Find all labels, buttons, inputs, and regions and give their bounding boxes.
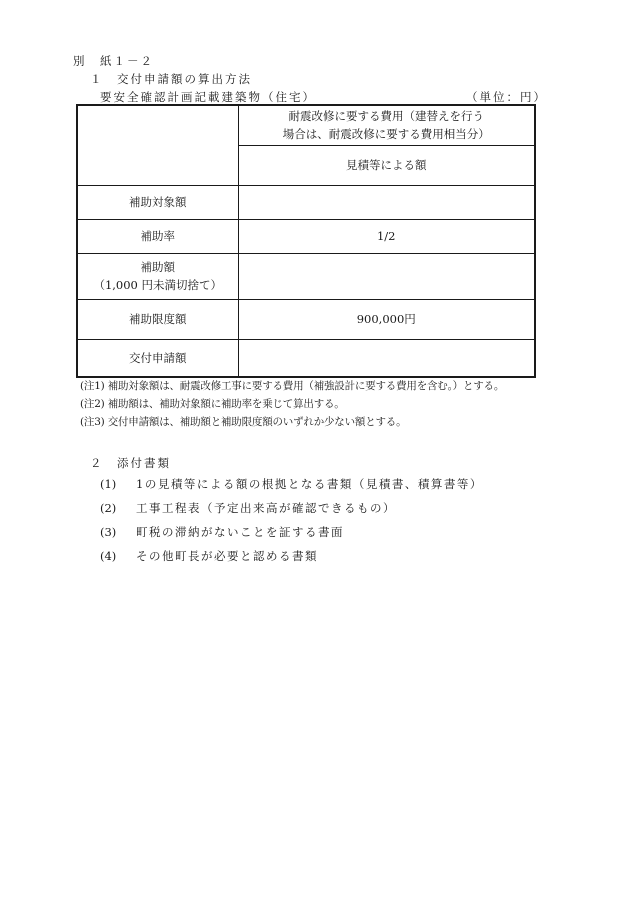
table-corner-cell bbox=[77, 105, 238, 185]
row-value-subsidy-limit: 900,000円 bbox=[238, 299, 535, 339]
attachment-item-number: (4) bbox=[100, 549, 117, 563]
note-1: (注1) 補助対象額は、耐震改修工事に要する費用（補強設計に要する費用を含む。）とする。 bbox=[80, 380, 505, 392]
row-value-subsidy-amount bbox=[238, 253, 535, 299]
attachment-item-text: 1の見積等による額の根拠となる書類（見積書、積算書等） bbox=[136, 477, 483, 491]
row-value-application-amount bbox=[238, 339, 535, 377]
row-label-subsidy-amount bbox=[77, 253, 238, 299]
row-value-subsidy-target bbox=[238, 185, 535, 219]
attachment-item bbox=[100, 548, 318, 564]
subsidy-amount-label: 補助額 bbox=[140, 260, 175, 274]
attachment-item bbox=[100, 500, 396, 516]
section2-title: ２ 添付書類 bbox=[90, 456, 171, 470]
application-amount-table bbox=[76, 104, 536, 378]
attachment-item bbox=[100, 524, 344, 540]
attachment-item-number: (3) bbox=[100, 525, 117, 539]
attachment-item-text: その他町長が必要と認める書類 bbox=[136, 549, 318, 563]
attachment-item-text: 町税の滞納がないことを証する書面 bbox=[136, 525, 344, 539]
row-label-subsidy-rate: 補助率 bbox=[77, 219, 238, 253]
row-value-subsidy-rate: 1/2 bbox=[238, 219, 535, 253]
appendix-label: 別 紙１－２ bbox=[73, 54, 154, 68]
row-label-application-amount: 交付申請額 bbox=[77, 339, 238, 377]
section1-title: １ 交付申請額の算出方法 bbox=[90, 72, 252, 86]
cost-header-line1: 耐震改修に要する費用（建替えを行う bbox=[288, 109, 484, 124]
note-3: (注3) 交付申請額は、補助額と補助限度額のいずれか少ない額とする。 bbox=[80, 416, 407, 428]
estimate-subheader: 見積等による額 bbox=[238, 145, 535, 185]
row-label-subsidy-limit: 補助限度額 bbox=[77, 299, 238, 339]
subsidy-amount-note: （1,000 円未満切捨て） bbox=[93, 278, 223, 292]
attachment-item-number: (2) bbox=[100, 501, 117, 515]
attachment-item-number: (1) bbox=[100, 477, 117, 491]
row-label-subsidy-target: 補助対象額 bbox=[77, 185, 238, 219]
attachment-item-text: 工事工程表（予定出来高が確認できるもの） bbox=[136, 501, 396, 515]
unit-label: （単位：円） bbox=[466, 90, 547, 104]
note-2: (注2) 補助額は、補助対象額に補助率を乗じて算出する。 bbox=[80, 398, 345, 410]
table-subtitle: 要安全確認計画記載建築物（住宅） bbox=[100, 90, 316, 104]
cost-header-cell bbox=[238, 105, 535, 145]
attachment-item bbox=[100, 476, 483, 492]
cost-header-line2: 場合は、耐震改修に要する費用相当分） bbox=[282, 127, 490, 142]
